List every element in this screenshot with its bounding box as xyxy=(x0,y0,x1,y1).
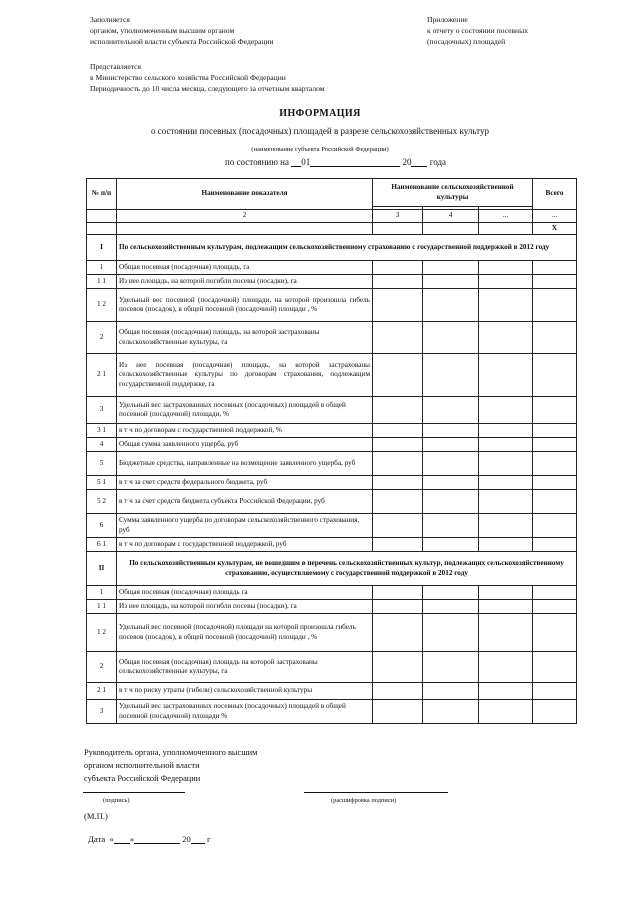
as-of-year-prefix: 20 xyxy=(402,157,412,167)
row-num: 1 1 xyxy=(87,600,117,614)
as-of-suffix: года xyxy=(429,157,447,167)
row-num: 4 xyxy=(87,438,117,452)
row-num: 5 xyxy=(87,452,117,476)
row-text: в т ч за счет средств федерального бюджета, руб xyxy=(117,476,373,490)
row-text: Общая посевная (посадочная) площадь, га xyxy=(117,261,373,275)
signatory-line: Руководитель органа, уполномоченного высшим xyxy=(84,748,258,757)
presentation-line: Периодичность до 10 числа месяца, следующего за отчетным кварталом xyxy=(90,84,325,93)
row-text: Удельный вес застрахованных посевных (посадочных) площадей в общей посевной (посадочной) площади % xyxy=(117,700,373,724)
date-prefix: Дата xyxy=(88,834,106,844)
table-row xyxy=(87,700,577,724)
table-row xyxy=(87,538,577,552)
subject-note: (наименование субъекта Российской Федерации) xyxy=(251,146,389,153)
signatory-block xyxy=(84,746,384,785)
header-crop: Наименование сельскохозяйственной культуры xyxy=(373,179,533,207)
row-text: Из нее площадь, на которой погибли посевы (посадки), га xyxy=(117,275,373,289)
header-total: Всего xyxy=(533,179,577,210)
total-mark: X xyxy=(533,222,577,235)
row-text: Удельный вес посевной (посадочной) площади, на которой произошла гибель посевов (посадок), в общей посевной (посадочной) площади , % xyxy=(117,289,373,322)
table-row xyxy=(87,490,577,514)
presentation-line: Представляется xyxy=(90,62,141,71)
signatory-line: органом исполнительной власти xyxy=(84,761,200,770)
row-num: 3 xyxy=(87,397,117,424)
row-num: 1 2 xyxy=(87,289,117,322)
row-text: в т ч по договорам с государственной поддержкой, руб xyxy=(117,538,373,552)
stamp-label: (М.П.) xyxy=(84,811,108,821)
header-right xyxy=(427,14,627,47)
header-indicator: Наименование показателя xyxy=(117,179,373,210)
header-left-line: органом, уполномоченным высшим органом xyxy=(90,26,235,35)
subheader-col4: 4 xyxy=(423,210,479,223)
header-left-line: Заполняется xyxy=(90,15,130,24)
table-row xyxy=(87,683,577,700)
date-open-quote: « xyxy=(109,834,114,844)
row-num: 6 xyxy=(87,514,117,538)
table-row xyxy=(87,275,577,289)
row-num: 1 1 xyxy=(87,275,117,289)
row-text: Из нее площадь, на которой погибли посевы (посадки), га xyxy=(117,600,373,614)
decode-line xyxy=(304,792,448,793)
as-of-prefix: по состоянию на xyxy=(225,157,289,167)
row-text: Бюджетные средства, направленные на возмещение заявленного ущерба, руб xyxy=(117,452,373,476)
section-row xyxy=(87,235,577,261)
section-num: I xyxy=(87,235,117,261)
row-num: 5 2 xyxy=(87,490,117,514)
row-text: в т ч по риску утраты (гибели) сельскохозяйственной культуры xyxy=(117,683,373,700)
row-text: в т ч по договорам с государственной поддержкой, % xyxy=(117,424,373,438)
date-year-prefix: 20 xyxy=(182,834,191,844)
header-right-line: (посадочных) площадей xyxy=(427,37,506,46)
row-text: в т ч за счет средств бюджета субъекта Российской Федерации, руб xyxy=(117,490,373,514)
table-subheader-row xyxy=(87,210,577,223)
subheader-col3: 3 xyxy=(373,210,423,223)
header-left-line: исполнительной власти субъекта Российской Федерации xyxy=(90,37,274,46)
row-num: 1 2 xyxy=(87,614,117,652)
table-row xyxy=(87,586,577,600)
header-left xyxy=(90,14,390,47)
info-table xyxy=(86,178,577,724)
date-close-quote: » xyxy=(129,834,135,844)
row-text: Удельный вес застрахованных посевных (посадочных) площадей в общей посевной (посадочной) площади, % xyxy=(117,397,373,424)
row-num: 2 1 xyxy=(87,354,117,397)
table-row xyxy=(87,476,577,490)
date-line xyxy=(88,834,210,844)
presentation-line: в Министерство сельского хозяйства Российской Федерации xyxy=(90,73,286,82)
section-row xyxy=(87,552,577,586)
signatory-line: субъекта Российской Федерации xyxy=(84,774,201,783)
row-num: 1 xyxy=(87,261,117,275)
row-text: Сумма заявленного ущерба по договорам сельскохозяйственного страхования, руб xyxy=(117,514,373,538)
table-header-row xyxy=(87,179,577,207)
table-row xyxy=(87,514,577,538)
header-right-line: к отчету о состоянии посевных xyxy=(427,26,529,35)
row-text: Общая посевная (посадочная) площадь га xyxy=(117,586,373,600)
subheader-col6: ... xyxy=(533,210,577,223)
signature-label: (подпись) xyxy=(103,797,130,804)
row-num: 2 1 xyxy=(87,683,117,700)
subheader-col2: 2 xyxy=(117,210,373,223)
document-subtitle: о состоянии посевных (посадочных) площадей в разрезе сельскохозяйственных культур xyxy=(151,126,489,136)
table-row xyxy=(87,322,577,354)
row-text: Общая посевная (посадочная) площадь, на которой застрахованы сельскохозяйственные культуры, га xyxy=(117,322,373,354)
row-text: Общая посевная (посадочная) площадь на которой застрахованы сельскохозяйственные культуры, га xyxy=(117,652,373,683)
as-of-day: 01 xyxy=(301,157,311,167)
table-row xyxy=(87,652,577,683)
row-text: Общая сумма заявленного ущерба, руб xyxy=(117,438,373,452)
signature-line xyxy=(83,792,185,793)
row-num: 6 1 xyxy=(87,538,117,552)
section-title: По сельскохозяйственным культурам, не вошедшим в перечень сельскохозяйственных культур, подлежащих сельскохозяйственному страхованию, осуществляемому с государственной поддержкой в 2012 году xyxy=(117,552,577,586)
as-of-line xyxy=(225,157,525,167)
row-num: 2 xyxy=(87,322,117,354)
header-num: № п/п xyxy=(87,179,117,210)
section-num: II xyxy=(87,552,117,586)
row-num: 1 xyxy=(87,586,117,600)
row-text: Удельный вес посевной (посадочной) площади на которой произошла гибель посевов (посадок), в общей посевной (посадочной) площади , % xyxy=(117,614,373,652)
table-row xyxy=(87,354,577,397)
table-row xyxy=(87,614,577,652)
subheader-col5: ... xyxy=(479,210,533,223)
row-num: 2 xyxy=(87,652,117,683)
table-row xyxy=(87,261,577,275)
row-num: 5 1 xyxy=(87,476,117,490)
table-row xyxy=(87,289,577,322)
table-row xyxy=(87,397,577,424)
decode-label: (расшифровка подписи) xyxy=(331,797,397,804)
table-row xyxy=(87,600,577,614)
date-suffix: г xyxy=(206,834,211,844)
row-num: 3 xyxy=(87,700,117,724)
header-right-line: Приложение xyxy=(427,15,468,24)
table-row xyxy=(87,424,577,438)
document-title: ИНФОРМАЦИЯ xyxy=(279,108,361,119)
table-row xyxy=(87,452,577,476)
row-num: 3 1 xyxy=(87,424,117,438)
section-title: По сельскохозяйственным культурам, подлежащим сельскохозяйственному страхованию с государственной поддержкой в 2012 году xyxy=(117,235,577,261)
row-text: Из нее посевная (посадочная) площадь, на которой застрахованы сельскохозяйственные культуры по договорам страхования, подлежащим государственной поддержке, га xyxy=(117,354,373,397)
table-row xyxy=(87,438,577,452)
presentation-block xyxy=(90,61,510,94)
